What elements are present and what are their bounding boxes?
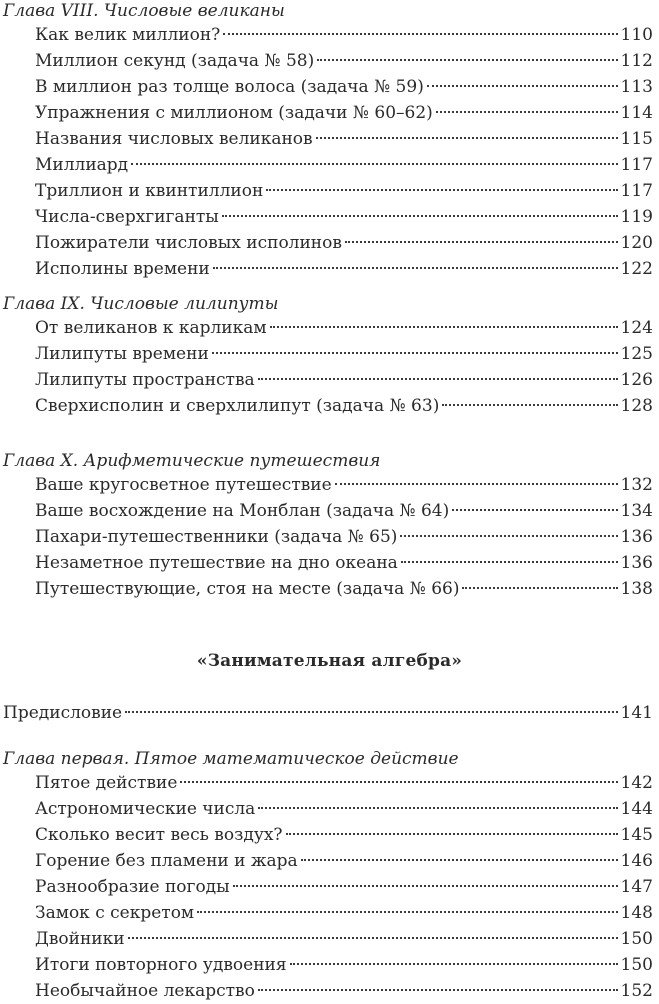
dot-leader — [400, 535, 617, 537]
entry-title: Горение без пламени и жара — [35, 851, 298, 871]
dot-leader — [128, 937, 618, 939]
dot-leader — [345, 241, 618, 243]
entry-title: Разнообразие погоды — [35, 877, 230, 897]
dot-leader — [125, 711, 617, 713]
entry-page: 145 — [620, 825, 653, 845]
toc-entry[interactable] — [0, 74, 659, 100]
toc-entry[interactable] — [0, 204, 659, 230]
dot-leader — [316, 137, 618, 139]
entry-page: 113 — [620, 77, 653, 97]
entry-page: 117 — [620, 155, 653, 175]
entry-title: Пятое действие — [35, 773, 178, 793]
toc-entry[interactable] — [0, 367, 659, 393]
entry-page: 132 — [620, 475, 653, 495]
entry-title: Путешествующие, стоя на месте (задача № 66) — [35, 579, 460, 599]
dot-leader — [258, 807, 617, 809]
entry-page: 148 — [620, 903, 653, 923]
dot-leader — [317, 59, 617, 61]
book-section-title: «Занимательная алгебра» — [196, 651, 463, 671]
dot-leader — [290, 963, 618, 965]
dot-leader — [197, 911, 617, 913]
entry-page: 141 — [620, 703, 653, 723]
entry-title: Предисловие — [3, 703, 123, 723]
toc-entry[interactable] — [0, 230, 659, 256]
entry-title: Упражнения с миллионом (задачи № 60–62) — [35, 103, 433, 123]
chapter-entries — [0, 315, 659, 419]
dot-leader — [258, 989, 618, 991]
dot-leader — [427, 85, 618, 87]
dot-leader — [301, 859, 618, 861]
toc-entry[interactable] — [0, 126, 659, 152]
chapter-heading: Глава VIII. Числовые великаны — [3, 1, 285, 21]
entry-page: 114 — [620, 103, 653, 123]
entry-page: 115 — [620, 129, 653, 149]
dot-leader — [401, 561, 618, 563]
entry-title: Пожиратели числовых исполинов — [35, 233, 342, 253]
dot-leader — [270, 326, 618, 328]
entry-title: Незаметное путешествие на дно океана — [35, 553, 398, 573]
dot-leader — [266, 189, 617, 191]
entry-page: 119 — [620, 207, 653, 227]
toc-entry[interactable] — [0, 900, 659, 926]
entry-page: 146 — [620, 851, 653, 871]
dot-leader — [212, 352, 618, 354]
entry-title: Числа-сверхгиганты — [35, 207, 219, 227]
chapter-heading: Глава первая. Пятое математическое действие — [3, 749, 459, 769]
entry-title: Необычайное лекарство — [35, 981, 255, 1001]
entry-title: Лилипуты пространства — [35, 370, 255, 390]
entry-page: 144 — [620, 799, 653, 819]
toc-entry[interactable] — [0, 100, 659, 126]
entry-title: От великанов к карликам — [35, 318, 267, 338]
entry-page: 125 — [620, 344, 653, 364]
dot-leader — [180, 781, 617, 783]
dot-leader — [462, 587, 617, 589]
toc-entry[interactable] — [0, 498, 659, 524]
entry-page: 138 — [620, 579, 653, 599]
chapter-heading: Глава X. Арифметические путешествия — [3, 451, 381, 471]
chapter-entries — [0, 22, 659, 282]
dot-leader — [286, 833, 618, 835]
toc-entry[interactable] — [0, 256, 659, 282]
entry-page: 126 — [620, 370, 653, 390]
entry-page: 136 — [620, 553, 653, 573]
entry-title: Ваше восхождение на Монблан (задача № 64) — [35, 501, 450, 521]
dot-leader — [223, 33, 617, 35]
entry-title: Лилипуты времени — [35, 344, 209, 364]
entry-title: Астрономические числа — [35, 799, 256, 819]
entry-page: 122 — [620, 259, 653, 279]
chapter-8 — [0, 0, 659, 282]
toc-entry[interactable] — [0, 48, 659, 74]
entry-page: 134 — [620, 501, 653, 521]
preface-entries — [0, 700, 659, 726]
entry-page: 128 — [620, 396, 653, 416]
entry-page: 142 — [620, 773, 653, 793]
toc-entry-preface[interactable] — [0, 700, 659, 726]
toc-entry[interactable] — [0, 978, 659, 1004]
entry-page: 110 — [620, 25, 653, 45]
toc-entry[interactable] — [0, 524, 659, 550]
dot-leader — [258, 378, 618, 380]
chapter-heading: Глава IX. Числовые лилипуты — [3, 294, 279, 314]
entry-title: Названия числовых великанов — [35, 129, 313, 149]
entry-page: 117 — [620, 181, 653, 201]
chapter-entries — [0, 770, 659, 1004]
entry-page: 147 — [620, 877, 653, 897]
entry-title: Миллиард — [35, 155, 129, 175]
dot-leader — [442, 404, 617, 406]
entry-page: 150 — [620, 929, 653, 949]
toc-entry[interactable] — [0, 952, 659, 978]
chapter-entries — [0, 472, 659, 602]
entry-title: Как велик миллион? — [35, 25, 221, 45]
toc-entry[interactable] — [0, 926, 659, 952]
toc-entry[interactable] — [0, 576, 659, 602]
chapter-10 — [0, 450, 659, 602]
toc-entry[interactable] — [0, 472, 659, 498]
entry-title: Пахари-путешественники (задача № 65) — [35, 527, 398, 547]
toc-entry[interactable] — [0, 22, 659, 48]
chapter-9 — [0, 293, 659, 419]
toc-entry[interactable] — [0, 315, 659, 341]
entry-title: Сверхисполин и сверхлилипут (задача № 63) — [35, 396, 440, 416]
entry-page: 152 — [620, 981, 653, 1001]
entry-title: Исполины времени — [35, 259, 210, 279]
entry-title: Миллион секунд (задача № 58) — [35, 51, 315, 71]
dot-leader — [131, 163, 617, 165]
toc-entry[interactable] — [0, 550, 659, 576]
algebra-chapter-1 — [0, 748, 659, 1004]
entry-page: 136 — [620, 527, 653, 547]
entry-title: Сколько весит весь воздух? — [35, 825, 283, 845]
entry-title: Двойники — [35, 929, 125, 949]
toc-entry[interactable] — [0, 874, 659, 900]
entry-title: Итоги повторного удвоения — [35, 955, 287, 975]
toc-entry[interactable] — [0, 822, 659, 848]
preface-block — [0, 700, 659, 726]
dot-leader — [436, 111, 618, 113]
dot-leader — [222, 215, 618, 217]
toc-entry[interactable] — [0, 341, 659, 367]
toc-entry[interactable] — [0, 796, 659, 822]
entry-page: 150 — [620, 955, 653, 975]
toc-entry[interactable] — [0, 393, 659, 419]
entry-title: В миллион раз толще волоса (задача № 59) — [35, 77, 424, 97]
toc-entry[interactable] — [0, 152, 659, 178]
entry-title: Ваше кругосветное путешествие — [35, 475, 332, 495]
toc-entry[interactable] — [0, 848, 659, 874]
entry-page: 120 — [620, 233, 653, 253]
toc-entry[interactable] — [0, 178, 659, 204]
dot-leader — [213, 267, 618, 269]
entry-title: Замок с секретом — [35, 903, 195, 923]
dot-leader — [233, 885, 618, 887]
entry-page: 112 — [620, 51, 653, 71]
entry-page: 124 — [620, 318, 653, 338]
dot-leader — [335, 483, 618, 485]
dot-leader — [452, 509, 617, 511]
entry-title: Триллион и квинтиллион — [35, 181, 264, 201]
toc-entry[interactable] — [0, 770, 659, 796]
